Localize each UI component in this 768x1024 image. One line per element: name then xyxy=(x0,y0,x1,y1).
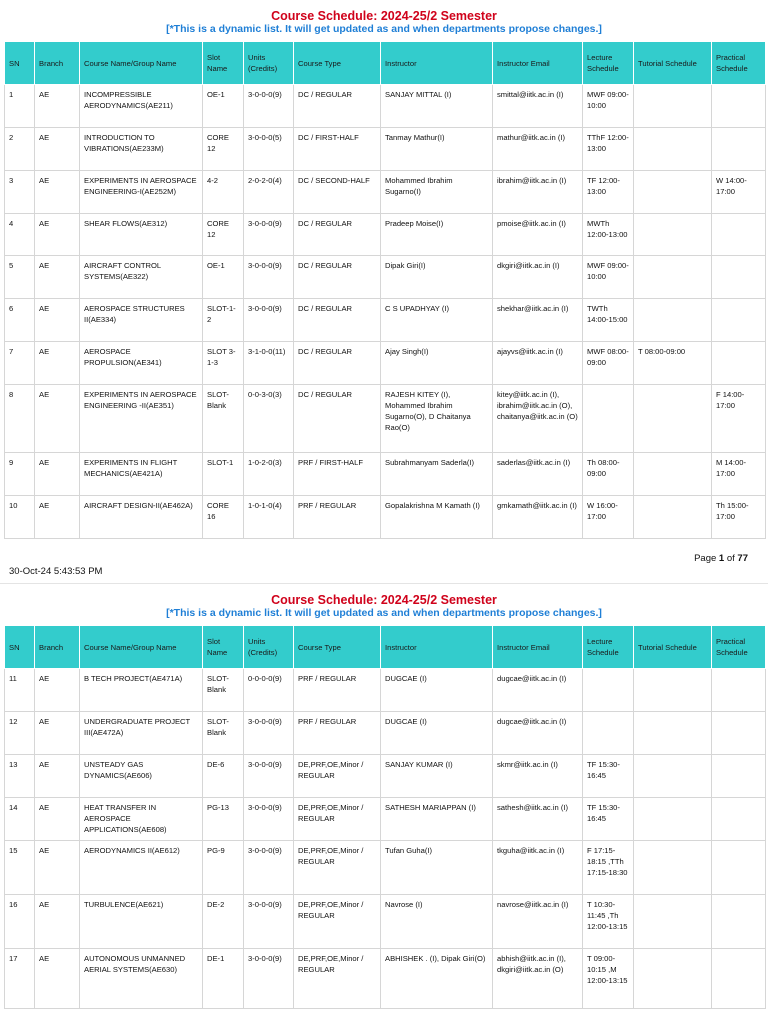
sn-cell: 9 xyxy=(5,453,35,496)
course-type-cell: DE,PRF,OE,Minor / REGULAR xyxy=(294,798,381,841)
header-instructor: Instructor xyxy=(381,42,493,85)
units-cell: 3-0-0-0(9) xyxy=(244,949,294,1009)
practical-schedule-cell xyxy=(712,895,766,949)
generated-timestamp: 30-Oct-24 5:43:53 PM xyxy=(9,566,103,577)
branch-cell: AE xyxy=(35,214,80,256)
course-name-cell: AUTONOMOUS UNMANNED AERIAL SYSTEMS(AE630) xyxy=(80,949,203,1009)
table-row xyxy=(5,85,766,128)
course-type-cell: DC / FIRST-HALF xyxy=(294,128,381,171)
sn-cell: 5 xyxy=(5,256,35,299)
course-name-cell: EXPERIMENTS IN AEROSPACE ENGINEERING-I(AE252M) xyxy=(80,171,203,214)
practical-schedule-cell xyxy=(712,755,766,798)
header-sn: SN xyxy=(5,626,35,669)
instructor-email-cell: smittal@iitk.ac.in (I) xyxy=(493,85,583,128)
sn-cell: 16 xyxy=(5,895,35,949)
table-body xyxy=(5,85,766,539)
page-current: 1 xyxy=(718,553,725,564)
course-type-cell: DE,PRF,OE,Minor / REGULAR xyxy=(294,755,381,798)
practical-schedule-cell xyxy=(712,841,766,895)
course-name-cell: B TECH PROJECT(AE471A) xyxy=(80,669,203,712)
table-row xyxy=(5,496,766,539)
table-body xyxy=(5,669,766,1009)
header-practical-schedule: Practical Schedule xyxy=(712,626,766,669)
instructor-cell: SATHESH MARIAPPAN (I) xyxy=(381,798,493,841)
page-total: 77 xyxy=(737,553,748,564)
instructor-cell: ABHISHEK . (I), Dipak Giri(O) xyxy=(381,949,493,1009)
sn-cell: 10 xyxy=(5,496,35,539)
tutorial-schedule-cell xyxy=(634,85,712,128)
instructor-cell: Ajay Singh(I) xyxy=(381,342,493,385)
branch-cell: AE xyxy=(35,128,80,171)
course-name-cell: SHEAR FLOWS(AE312) xyxy=(80,214,203,256)
units-cell: 3-0-0-0(9) xyxy=(244,841,294,895)
units-cell: 0-0-0-0(9) xyxy=(244,669,294,712)
sn-cell: 7 xyxy=(5,342,35,385)
table-row xyxy=(5,841,766,895)
tutorial-schedule-cell xyxy=(634,755,712,798)
units-cell: 3-0-0-0(9) xyxy=(244,798,294,841)
lecture-schedule-cell: TThF 12:00-13:00 xyxy=(583,128,634,171)
slot-name-cell: SLOT-Blank xyxy=(203,385,244,453)
tutorial-schedule-cell: T 08:00-09:00 xyxy=(634,342,712,385)
branch-cell: AE xyxy=(35,299,80,342)
instructor-email-cell: ibrahim@iitk.ac.in (I) xyxy=(493,171,583,214)
header-sn: SN xyxy=(5,42,35,85)
page-subtitle: [*This is a dynamic list. It will get updated as and when departments propose changes.] xyxy=(166,23,602,35)
instructor-cell: RAJESH KITEY (I), Mohammed Ibrahim Sugarno(O), D Chaitanya Rao(O) xyxy=(381,385,493,453)
instructor-email-cell: abhish@iitk.ac.in (I), dkgiri@iitk.ac.in (O) xyxy=(493,949,583,1009)
practical-schedule-cell: Th 15:00-17:00 xyxy=(712,496,766,539)
course-name-cell: UNSTEADY GAS DYNAMICS(AE606) xyxy=(80,755,203,798)
course-type-cell: PRF / REGULAR xyxy=(294,669,381,712)
instructor-cell: Tufan Guha(I) xyxy=(381,841,493,895)
practical-schedule-cell xyxy=(712,669,766,712)
lecture-schedule-cell: F 17:15-18:15 ,TTh 17:15-18:30 xyxy=(583,841,634,895)
tutorial-schedule-cell xyxy=(634,171,712,214)
course-name-cell: INCOMPRESSIBLE AERODYNAMICS(AE211) xyxy=(80,85,203,128)
course-type-cell: DE,PRF,OE,Minor / REGULAR xyxy=(294,895,381,949)
course-name-cell: INTRODUCTION TO VIBRATIONS(AE233M) xyxy=(80,128,203,171)
slot-name-cell: OE-1 xyxy=(203,85,244,128)
lecture-schedule-cell: T 09:00-10:15 ,M 12:00-13:15 xyxy=(583,949,634,1009)
header-practical-schedule: Practical Schedule xyxy=(712,42,766,85)
lecture-schedule-cell: TF 12:00-13:00 xyxy=(583,171,634,214)
branch-cell: AE xyxy=(35,841,80,895)
instructor-cell: Pradeep Moise(I) xyxy=(381,214,493,256)
practical-schedule-cell xyxy=(712,798,766,841)
schedule-table xyxy=(4,41,766,539)
header-instructor-email: Instructor Email xyxy=(493,626,583,669)
course-type-cell: DC / REGULAR xyxy=(294,342,381,385)
branch-cell: AE xyxy=(35,496,80,539)
tutorial-schedule-cell xyxy=(634,256,712,299)
practical-schedule-cell xyxy=(712,299,766,342)
course-name-cell: EXPERIMENTS IN AEROSPACE ENGINEERING -II(AE351) xyxy=(80,385,203,453)
sn-cell: 12 xyxy=(5,712,35,755)
tutorial-schedule-cell xyxy=(634,712,712,755)
slot-name-cell: CORE 12 xyxy=(203,128,244,171)
course-type-cell: DC / REGULAR xyxy=(294,256,381,299)
instructor-email-cell: dugcae@iitk.ac.in (I) xyxy=(493,669,583,712)
instructor-cell: C S UPADHYAY (I) xyxy=(381,299,493,342)
slot-name-cell: SLOT-Blank xyxy=(203,712,244,755)
practical-schedule-cell xyxy=(712,85,766,128)
sn-cell: 11 xyxy=(5,669,35,712)
slot-name-cell: SLOT-Blank xyxy=(203,669,244,712)
header-units: Units (Credits) xyxy=(244,626,294,669)
branch-cell: AE xyxy=(35,453,80,496)
instructor-cell: Navrose (I) xyxy=(381,895,493,949)
units-cell: 2-0-2-0(4) xyxy=(244,171,294,214)
branch-cell: AE xyxy=(35,385,80,453)
units-cell: 1-0-1-0(4) xyxy=(244,496,294,539)
lecture-schedule-cell: TF 15:30-16:45 xyxy=(583,755,634,798)
header-lecture-schedule: Lecture Schedule xyxy=(583,42,634,85)
table-header xyxy=(5,42,766,85)
lecture-schedule-cell: W 16:00-17:00 xyxy=(583,496,634,539)
instructor-email-cell: pmoise@iitk.ac.in (I) xyxy=(493,214,583,256)
instructor-email-cell: dkgiri@iitk.ac.in (I) xyxy=(493,256,583,299)
header-slot-name: Slot Name xyxy=(203,626,244,669)
units-cell: 3-0-0-0(5) xyxy=(244,128,294,171)
units-cell: 3-0-0-0(9) xyxy=(244,712,294,755)
tutorial-schedule-cell xyxy=(634,669,712,712)
practical-schedule-cell xyxy=(712,256,766,299)
page-title: Course Schedule: 2024-25/2 Semester xyxy=(271,9,497,23)
instructor-cell: SANJAY MITTAL (I) xyxy=(381,85,493,128)
course-name-cell: EXPERIMENTS IN FLIGHT MECHANICS(AE421A) xyxy=(80,453,203,496)
header-branch: Branch xyxy=(35,42,80,85)
header-course-name: Course Name/Group Name xyxy=(80,42,203,85)
course-name-cell: AIRCRAFT DESIGN-II(AE462A) xyxy=(80,496,203,539)
units-cell: 3-0-0-0(9) xyxy=(244,85,294,128)
header-course-type: Course Type xyxy=(294,626,381,669)
sn-cell: 1 xyxy=(5,85,35,128)
lecture-schedule-cell: MWF 09:00-10:00 xyxy=(583,85,634,128)
branch-cell: AE xyxy=(35,342,80,385)
slot-name-cell: DE-1 xyxy=(203,949,244,1009)
instructor-cell: Mohammed Ibrahim Sugarno(I) xyxy=(381,171,493,214)
instructor-email-cell: navrose@iitk.ac.in (I) xyxy=(493,895,583,949)
practical-schedule-cell: M 14:00-17:00 xyxy=(712,453,766,496)
branch-cell: AE xyxy=(35,895,80,949)
lecture-schedule-cell: T 10:30-11:45 ,Th 12:00-13:15 xyxy=(583,895,634,949)
table-row xyxy=(5,299,766,342)
instructor-email-cell: skmr@iitk.ac.in (I) xyxy=(493,755,583,798)
instructor-cell: Tanmay Mathur(I) xyxy=(381,128,493,171)
slot-name-cell: PG-9 xyxy=(203,841,244,895)
units-cell: 3-1-0-0(11) xyxy=(244,342,294,385)
tutorial-schedule-cell xyxy=(634,453,712,496)
page-title: Course Schedule: 2024-25/2 Semester xyxy=(271,593,497,607)
header-course-name: Course Name/Group Name xyxy=(80,626,203,669)
course-type-cell: DC / REGULAR xyxy=(294,85,381,128)
tutorial-schedule-cell xyxy=(634,214,712,256)
course-name-cell: AIRCRAFT CONTROL SYSTEMS(AE322) xyxy=(80,256,203,299)
branch-cell: AE xyxy=(35,712,80,755)
course-name-cell: AEROSPACE STRUCTURES II(AE334) xyxy=(80,299,203,342)
table-row xyxy=(5,342,766,385)
sn-cell: 8 xyxy=(5,385,35,453)
header-slot-name: Slot Name xyxy=(203,42,244,85)
header-tutorial-schedule: Tutorial Schedule xyxy=(634,626,712,669)
course-name-cell: AERODYNAMICS II(AE612) xyxy=(80,841,203,895)
branch-cell: AE xyxy=(35,949,80,1009)
page-footer xyxy=(0,539,768,583)
tutorial-schedule-cell xyxy=(634,841,712,895)
slot-name-cell: CORE 16 xyxy=(203,496,244,539)
course-type-cell: PRF / FIRST-HALF xyxy=(294,453,381,496)
branch-cell: AE xyxy=(35,85,80,128)
instructor-email-cell: dugcae@iitk.ac.in (I) xyxy=(493,712,583,755)
header-lecture-schedule: Lecture Schedule xyxy=(583,626,634,669)
units-cell: 3-0-0-0(9) xyxy=(244,214,294,256)
table-row xyxy=(5,895,766,949)
instructor-email-cell: ajayvs@iitk.ac.in (I) xyxy=(493,342,583,385)
practical-schedule-cell xyxy=(712,128,766,171)
course-type-cell: PRF / REGULAR xyxy=(294,496,381,539)
instructor-cell: Gopalakrishna M Kamath (I) xyxy=(381,496,493,539)
instructor-cell: SANJAY KUMAR (I) xyxy=(381,755,493,798)
practical-schedule-cell xyxy=(712,342,766,385)
instructor-cell: DUGCAE (I) xyxy=(381,669,493,712)
instructor-email-cell: shekhar@iitk.ac.in (I) xyxy=(493,299,583,342)
table-row xyxy=(5,712,766,755)
slot-name-cell: 4-2 xyxy=(203,171,244,214)
table-row xyxy=(5,755,766,798)
units-cell: 3-0-0-0(9) xyxy=(244,299,294,342)
header-instructor-email: Instructor Email xyxy=(493,42,583,85)
instructor-cell: Subrahmanyam Saderla(I) xyxy=(381,453,493,496)
tutorial-schedule-cell xyxy=(634,128,712,171)
lecture-schedule-cell: TWTh 14:00-15:00 xyxy=(583,299,634,342)
tutorial-schedule-cell xyxy=(634,385,712,453)
course-type-cell: PRF / REGULAR xyxy=(294,712,381,755)
tutorial-schedule-cell xyxy=(634,949,712,1009)
table-header xyxy=(5,626,766,669)
instructor-email-cell: mathur@iitk.ac.in (I) xyxy=(493,128,583,171)
slot-name-cell: SLOT-1 xyxy=(203,453,244,496)
page-number xyxy=(694,553,748,564)
instructor-email-cell: kitey@iitk.ac.in (I), ibrahim@iitk.ac.in (O), chaitanya@iitk.ac.in (O) xyxy=(493,385,583,453)
table-row xyxy=(5,171,766,214)
lecture-schedule-cell: MWF 08:00-09:00 xyxy=(583,342,634,385)
instructor-email-cell: gmkamath@iitk.ac.in (I) xyxy=(493,496,583,539)
sn-cell: 4 xyxy=(5,214,35,256)
slot-name-cell: SLOT-1-2 xyxy=(203,299,244,342)
header-units: Units (Credits) xyxy=(244,42,294,85)
practical-schedule-cell xyxy=(712,214,766,256)
practical-schedule-cell xyxy=(712,712,766,755)
table-row xyxy=(5,256,766,299)
table-row xyxy=(5,798,766,841)
lecture-schedule-cell: MWF 09:00-10:00 xyxy=(583,256,634,299)
slot-name-cell: DE-2 xyxy=(203,895,244,949)
schedule-table xyxy=(4,625,766,1009)
table-row xyxy=(5,128,766,171)
sn-cell: 14 xyxy=(5,798,35,841)
sn-cell: 17 xyxy=(5,949,35,1009)
branch-cell: AE xyxy=(35,669,80,712)
slot-name-cell: PG-13 xyxy=(203,798,244,841)
units-cell: 3-0-0-0(9) xyxy=(244,256,294,299)
instructor-email-cell: saderlas@iitk.ac.in (I) xyxy=(493,453,583,496)
slot-name-cell: SLOT 3-1-3 xyxy=(203,342,244,385)
course-type-cell: DC / REGULAR xyxy=(294,385,381,453)
lecture-schedule-cell: MWTh 12:00-13:00 xyxy=(583,214,634,256)
instructor-email-cell: sathesh@iitk.ac.in (I) xyxy=(493,798,583,841)
course-name-cell: UNDERGRADUATE PROJECT III(AE472A) xyxy=(80,712,203,755)
header-tutorial-schedule: Tutorial Schedule xyxy=(634,42,712,85)
sn-cell: 13 xyxy=(5,755,35,798)
table-row xyxy=(5,453,766,496)
units-cell: 1-0-2-0(3) xyxy=(244,453,294,496)
instructor-cell: DUGCAE (I) xyxy=(381,712,493,755)
practical-schedule-cell: W 14:00-17:00 xyxy=(712,171,766,214)
header-branch: Branch xyxy=(35,626,80,669)
lecture-schedule-cell xyxy=(583,385,634,453)
units-cell: 3-0-0-0(9) xyxy=(244,895,294,949)
table-row xyxy=(5,385,766,453)
course-type-cell: DC / REGULAR xyxy=(294,214,381,256)
header-course-type: Course Type xyxy=(294,42,381,85)
table-row xyxy=(5,669,766,712)
slot-name-cell: CORE 12 xyxy=(203,214,244,256)
lecture-schedule-cell: Th 08:00-09:00 xyxy=(583,453,634,496)
course-name-cell: TURBULENCE(AE621) xyxy=(80,895,203,949)
practical-schedule-cell xyxy=(712,949,766,1009)
course-type-cell: DC / REGULAR xyxy=(294,299,381,342)
course-type-cell: DE,PRF,OE,Minor / REGULAR xyxy=(294,949,381,1009)
header-instructor: Instructor xyxy=(381,626,493,669)
branch-cell: AE xyxy=(35,256,80,299)
sn-cell: 2 xyxy=(5,128,35,171)
tutorial-schedule-cell xyxy=(634,496,712,539)
page-of-label: of xyxy=(726,553,735,564)
lecture-schedule-cell: TF 15:30-16:45 xyxy=(583,798,634,841)
table-row xyxy=(5,214,766,256)
course-name-cell: HEAT TRANSFER IN AEROSPACE APPLICATIONS(AE608) xyxy=(80,798,203,841)
course-type-cell: DC / SECOND-HALF xyxy=(294,171,381,214)
sn-cell: 6 xyxy=(5,299,35,342)
branch-cell: AE xyxy=(35,798,80,841)
slot-name-cell: DE-6 xyxy=(203,755,244,798)
branch-cell: AE xyxy=(35,755,80,798)
branch-cell: AE xyxy=(35,171,80,214)
course-name-cell: AEROSPACE PROPULSION(AE341) xyxy=(80,342,203,385)
lecture-schedule-cell xyxy=(583,669,634,712)
page-label: Page xyxy=(694,553,717,564)
instructor-cell: Dipak Giri(I) xyxy=(381,256,493,299)
page-subtitle: [*This is a dynamic list. It will get updated as and when departments propose changes.] xyxy=(166,607,602,619)
tutorial-schedule-cell xyxy=(634,798,712,841)
table-row xyxy=(5,949,766,1009)
tutorial-schedule-cell xyxy=(634,299,712,342)
tutorial-schedule-cell xyxy=(634,895,712,949)
schedule-page xyxy=(0,584,768,1009)
course-type-cell: DE,PRF,OE,Minor / REGULAR xyxy=(294,841,381,895)
slot-name-cell: OE-1 xyxy=(203,256,244,299)
sn-cell: 15 xyxy=(5,841,35,895)
units-cell: 0-0-3-0(3) xyxy=(244,385,294,453)
instructor-email-cell: tkguha@iitk.ac.in (I) xyxy=(493,841,583,895)
units-cell: 3-0-0-0(9) xyxy=(244,755,294,798)
lecture-schedule-cell xyxy=(583,712,634,755)
sn-cell: 3 xyxy=(5,171,35,214)
practical-schedule-cell: F 14:00-17:00 xyxy=(712,385,766,453)
